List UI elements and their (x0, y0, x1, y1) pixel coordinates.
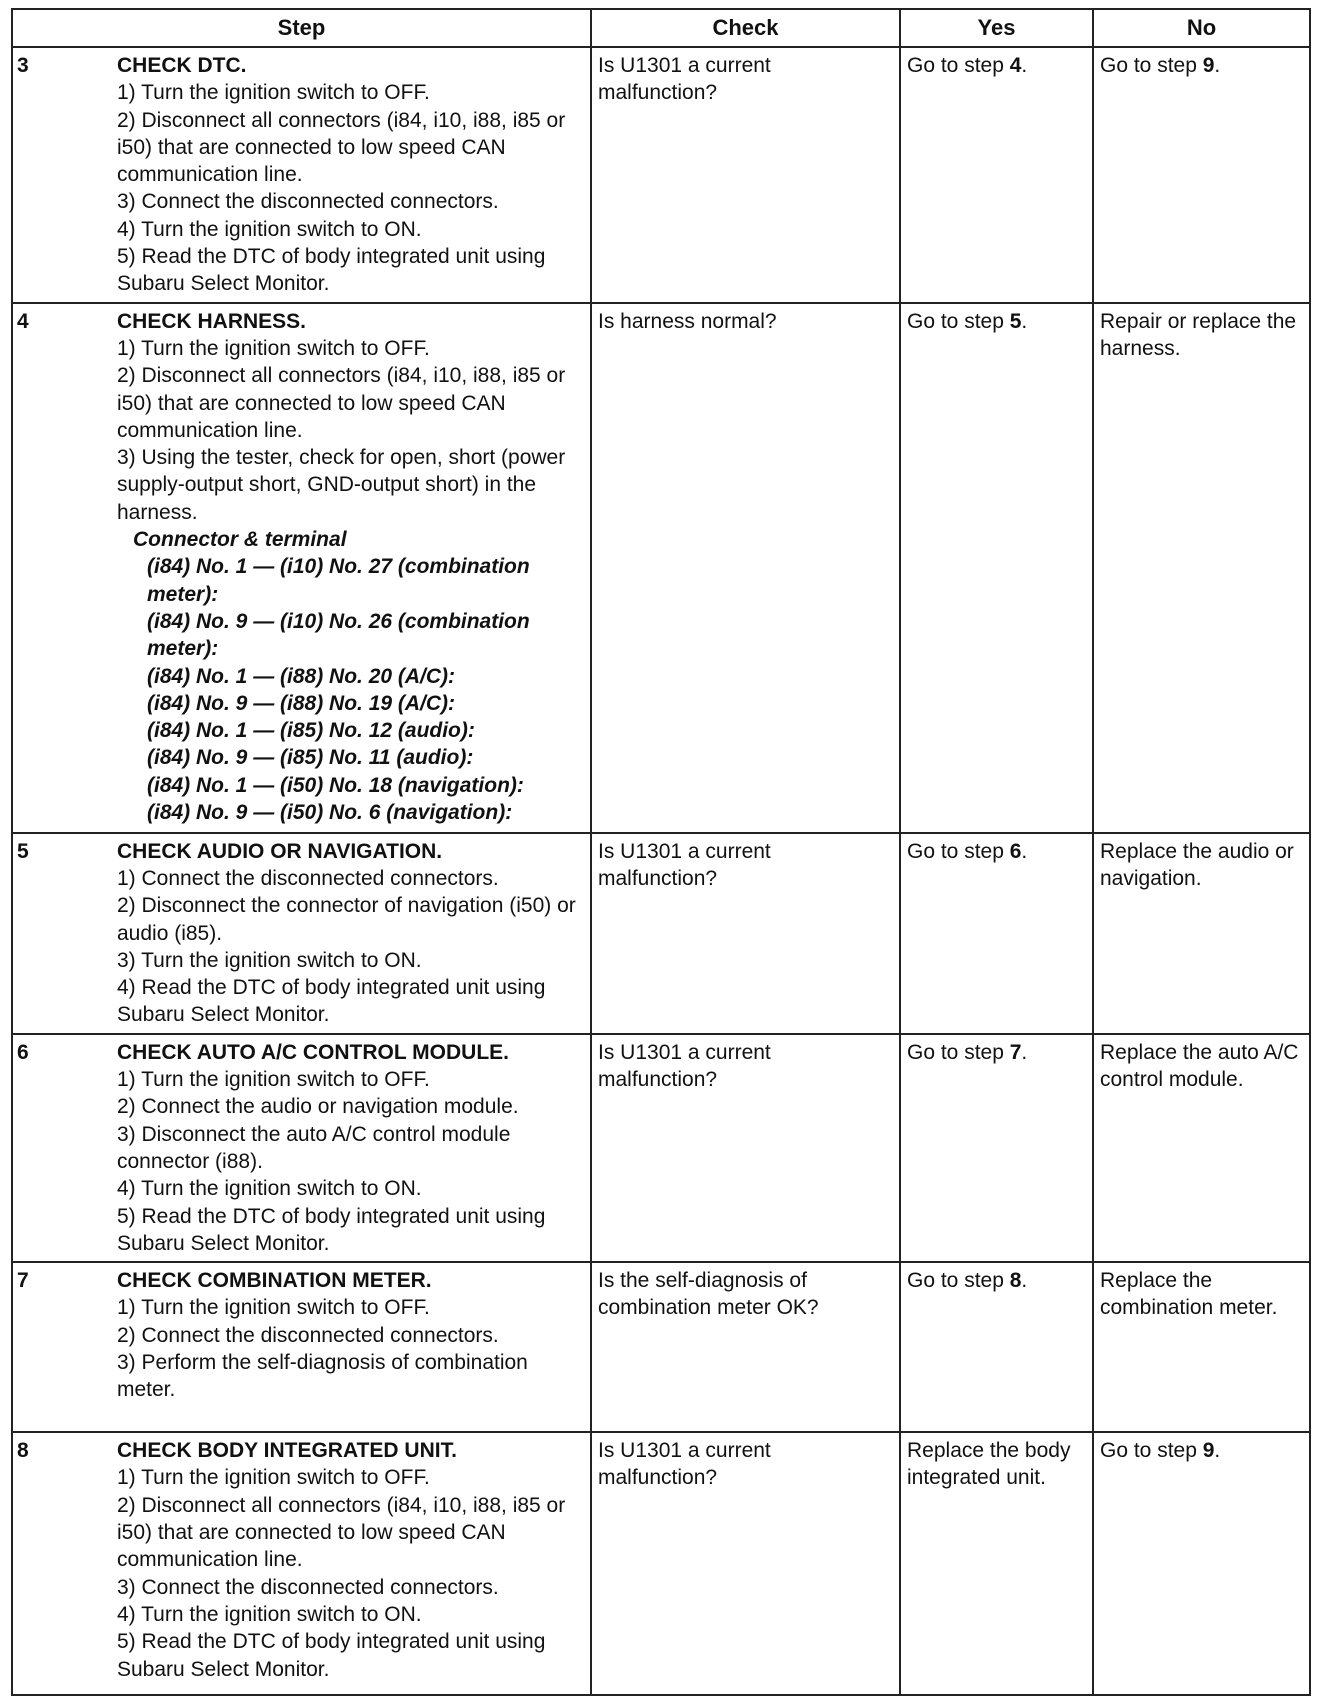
procedure-line: 3) Connect the disconnected connectors. (117, 1575, 499, 1599)
step-content (19, 838, 584, 1029)
no-cell (1093, 833, 1310, 1034)
step-number: 4 (17, 309, 29, 333)
yes-end: . (1021, 54, 1028, 77)
header-check: Check (591, 9, 900, 47)
no-text: Go to step (1100, 54, 1203, 77)
no-cell (1093, 47, 1310, 303)
procedure-line: 5) Read the DTC of body integrated unit using Subaru Select Monitor. (117, 245, 546, 296)
table-row (12, 1432, 1310, 1695)
procedure-line: 3) Using the tester, check for open, short (power supply-output short, GND-output short) in the harness. (117, 446, 566, 524)
no-text: Replace the auto A/C control module. (1100, 1040, 1299, 1092)
connector-terminal-item: (i84) No. 1 — (i50) No. 18 (navigation): (147, 773, 524, 797)
procedure-line: 2) Connect the audio or navigation module. (117, 1095, 519, 1119)
step-title: CHECK AUTO A/C CONTROL MODULE. (117, 1040, 509, 1064)
yes-cell (900, 833, 1093, 1034)
yes-end: . (1021, 1269, 1028, 1293)
check-cell: Is the self-diagnosis of combination meter OK? (591, 1262, 900, 1432)
table-header-row (12, 9, 1310, 47)
check-cell: Is U1301 a current malfunction? (591, 47, 900, 303)
check-cell: Is U1301 a current malfunction? (591, 833, 900, 1034)
yes-cell (900, 1432, 1093, 1695)
yes-cell (900, 303, 1093, 833)
table-row (12, 303, 1310, 833)
step-content (19, 308, 584, 827)
yes-text: Go to step (907, 54, 1010, 77)
step-content (19, 52, 584, 298)
table-row (12, 1262, 1310, 1432)
procedure-line: 3) Turn the ignition switch to ON. (117, 948, 422, 972)
connector-terminal-item: (i84) No. 1 — (i10) No. 27 (combination meter): (147, 555, 530, 606)
step-content (19, 1039, 584, 1257)
procedure-line: 1) Turn the ignition switch to OFF. (117, 81, 430, 105)
yes-text: Replace the body integrated unit. (907, 1439, 1071, 1490)
table-row (12, 833, 1310, 1034)
no-step-ref: 9 (1202, 54, 1215, 77)
step-title: CHECK BODY INTEGRATED UNIT. (117, 1439, 457, 1463)
step-number: 7 (17, 1269, 29, 1293)
procedure-line: 2) Connect the disconnected connectors. (117, 1323, 499, 1347)
diagnostic-procedure-table (11, 8, 1311, 1696)
procedure-line: 3) Connect the disconnected connectors. (117, 190, 499, 214)
connector-terminal-item: (i84) No. 1 — (i88) No. 20 (A/C): (147, 664, 456, 688)
step-title: CHECK HARNESS. (117, 309, 307, 333)
yes-end: . (1021, 309, 1028, 333)
no-end: . (1214, 54, 1221, 77)
check-cell: Is harness normal? (591, 303, 900, 833)
yes-cell (900, 1262, 1093, 1432)
procedure-line: 1) Connect the disconnected connectors. (117, 866, 499, 890)
no-text: Go to step (1100, 1439, 1203, 1463)
procedure-line: 4) Read the DTC of body integrated unit using Subaru Select Monitor. (117, 976, 546, 1027)
procedure-line: 3) Perform the self-diagnosis of combination meter. (117, 1351, 528, 1402)
step-cell (12, 1432, 591, 1695)
step-title: CHECK AUDIO OR NAVIGATION. (117, 839, 443, 863)
procedure-line: 2) Disconnect all connectors (i84, i10, i88, i85 or i50) that are connected to low speed CAN communication line. (117, 1493, 566, 1572)
connector-terminal-title: Connector & terminal (133, 528, 347, 552)
step-content (19, 1437, 584, 1683)
step-cell (12, 1262, 591, 1432)
yes-text: Go to step (907, 309, 1010, 333)
step-cell (12, 303, 591, 833)
yes-step-ref: 5 (1009, 309, 1022, 333)
yes-end: . (1021, 839, 1028, 863)
no-cell (1093, 303, 1310, 833)
procedure-line: 4) Turn the ignition switch to ON. (117, 1177, 422, 1201)
procedure-line: 1) Turn the ignition switch to OFF. (117, 336, 430, 360)
procedure-line: 2) Disconnect all connectors (i84, i10, i88, i85 or i50) that are connected to low speed CAN communication line. (117, 364, 566, 442)
step-number: 3 (17, 54, 29, 77)
step-title: CHECK COMBINATION METER. (117, 1269, 432, 1293)
step-content (19, 1267, 584, 1403)
yes-step-ref: 7 (1009, 1040, 1022, 1064)
header-no: No (1093, 9, 1310, 47)
yes-step-ref: 4 (1009, 54, 1022, 77)
table-row (12, 1034, 1310, 1262)
no-end: . (1214, 1439, 1221, 1463)
no-text: Replace the combination meter. (1100, 1269, 1278, 1320)
yes-text: Go to step (907, 1269, 1010, 1293)
procedure-line: 1) Turn the ignition switch to OFF. (117, 1466, 430, 1490)
step-number: 8 (17, 1439, 29, 1463)
step-number: 6 (17, 1040, 29, 1064)
connector-terminal-item: (i84) No. 9 — (i85) No. 11 (audio): (147, 746, 474, 770)
table-body (12, 47, 1310, 1695)
header-yes: Yes (900, 9, 1093, 47)
yes-step-ref: 6 (1009, 839, 1022, 863)
procedure-line: 4) Turn the ignition switch to ON. (117, 217, 422, 241)
table-row (12, 47, 1310, 303)
procedure-line: 3) Disconnect the auto A/C control module connector (i88). (117, 1122, 511, 1173)
no-cell (1093, 1262, 1310, 1432)
header-step: Step (12, 9, 591, 47)
no-cell (1093, 1432, 1310, 1695)
yes-end: . (1021, 1040, 1028, 1064)
step-cell (12, 833, 591, 1034)
no-step-ref: 9 (1202, 1439, 1215, 1463)
step-cell (12, 1034, 591, 1262)
connector-terminal-item: (i84) No. 9 — (i88) No. 19 (A/C): (147, 691, 456, 715)
check-cell: Is U1301 a current malfunction? (591, 1034, 900, 1262)
connector-terminal-item: (i84) No. 9 — (i50) No. 6 (navigation): (147, 801, 513, 825)
no-text: Replace the audio or navigation. (1100, 839, 1294, 890)
procedure-line: 4) Turn the ignition switch to ON. (117, 1602, 422, 1626)
yes-cell (900, 47, 1093, 303)
step-cell (12, 47, 591, 303)
procedure-line: 5) Read the DTC of body integrated unit using Subaru Select Monitor. (117, 1204, 546, 1255)
procedure-line: 5) Read the DTC of body integrated unit using Subaru Select Monitor. (117, 1630, 546, 1681)
connector-terminal-item: (i84) No. 9 — (i10) No. 26 (combination meter): (147, 609, 530, 661)
procedure-line: 1) Turn the ignition switch to OFF. (117, 1068, 430, 1092)
yes-step-ref: 8 (1009, 1269, 1022, 1293)
procedure-line: 2) Disconnect the connector of navigation (i50) or audio (i85). (117, 894, 576, 945)
check-cell: Is U1301 a current malfunction? (591, 1432, 900, 1695)
connector-terminal-item: (i84) No. 1 — (i85) No. 12 (audio): (147, 719, 475, 743)
step-title: CHECK DTC. (117, 54, 247, 77)
no-text: Repair or replace the harness. (1100, 309, 1297, 360)
yes-text: Go to step (907, 1040, 1010, 1064)
yes-text: Go to step (907, 839, 1010, 863)
yes-cell (900, 1034, 1093, 1262)
procedure-line: 2) Disconnect all connectors (i84, i10, i88, i85 or i50) that are connected to low speed CAN communication line. (117, 108, 566, 187)
no-cell (1093, 1034, 1310, 1262)
step-number: 5 (17, 839, 29, 863)
procedure-line: 1) Turn the ignition switch to OFF. (117, 1296, 430, 1320)
